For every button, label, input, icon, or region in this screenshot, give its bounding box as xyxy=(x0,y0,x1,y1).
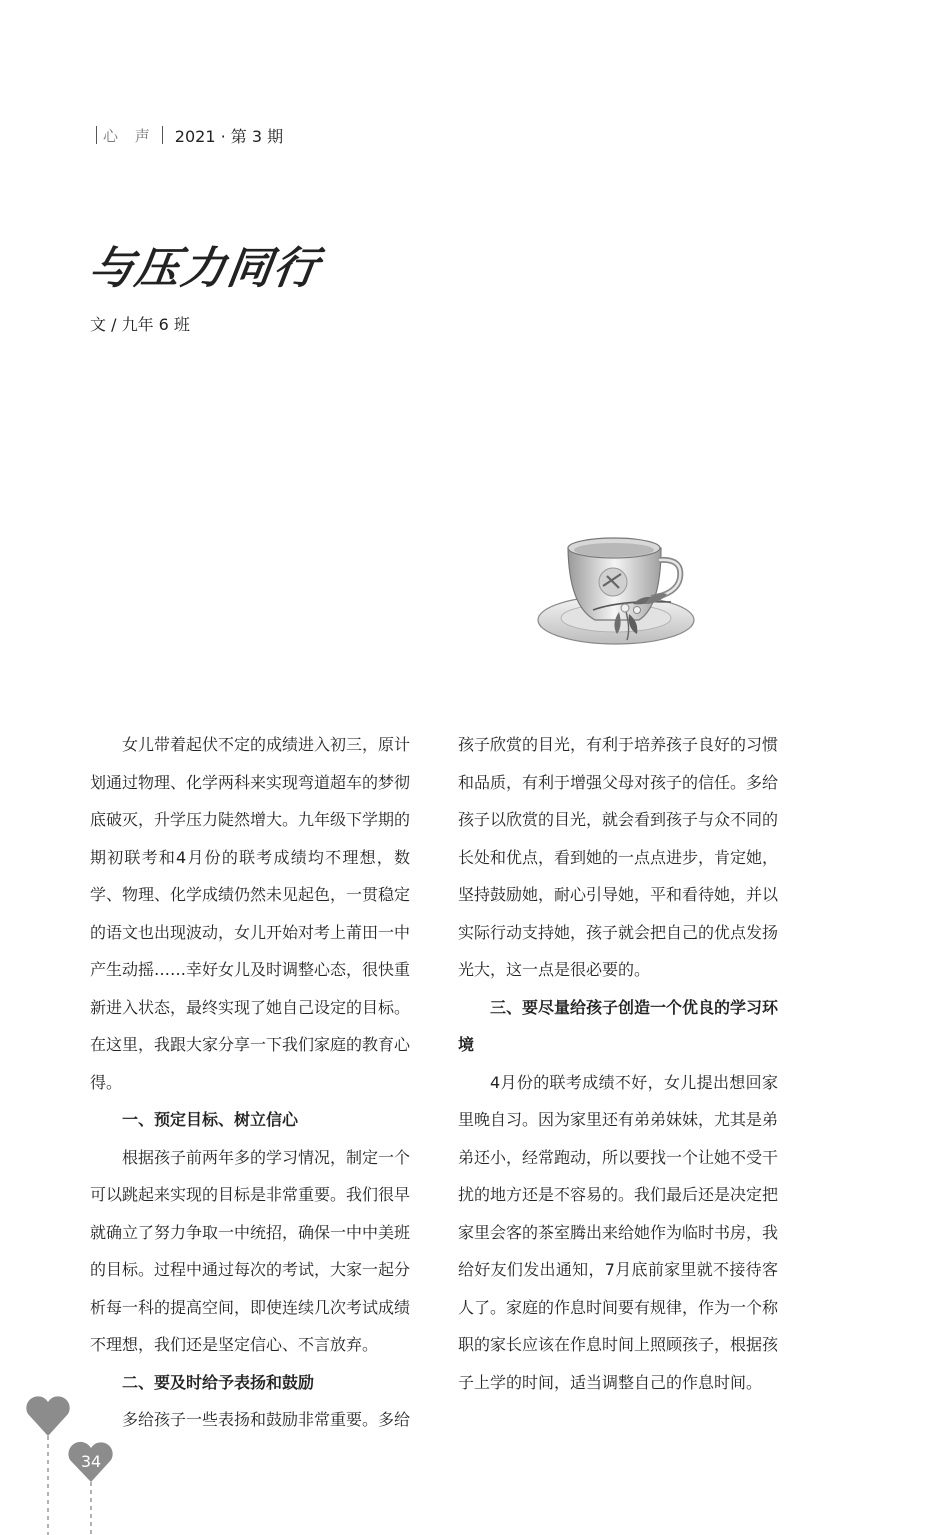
issue-label: 2021 · 第 3 期 xyxy=(174,126,284,146)
paragraph: 女儿带着起伏不定的成绩进入初三，原计划通过物理、化学两科来实现弯道超车的梦彻底破灭，升学压力陡然增大。九年级下学期的期初联考和4月份的联考成绩均不理想，数学、物理、化学成绩仍然未见起色，一贯稳定的语文也出现波动，女儿开始对考上莆田一中产生动摇……幸好女儿及时调整心态，很快重新进入状态，最终实现了她自己设定的目标。在这里，我跟大家分享一下我们家庭的教育心得。 xyxy=(90,735,411,1092)
paragraph: 多给孩子一些表扬和鼓励非常重要。多给 xyxy=(122,1410,411,1429)
paragraph-continuation: 孩子欣赏的目光，有利于培养孩子良好的习惯和品质，有利于增强父母对孩子的信任。多给孩子以欣赏的目光，就会看到孩子与众不同的长处和优点，看到她的一点点进步，肯定她，坚持鼓励她，耐心引导她，平和看待她，并以实际行动支持她，孩子就会把自己的优点发扬光大，这一点是很必要的。 xyxy=(458,735,779,979)
teacup-icon xyxy=(533,528,699,648)
section-heading: 二、要及时给予表扬和鼓励 xyxy=(122,1372,315,1392)
section-heading: 三、要尽量给孩子创造一个优良的学习环境 xyxy=(458,997,779,1054)
article-byline: 文 / 九年 6 班 xyxy=(90,315,190,334)
section-label: 心 声 xyxy=(103,126,156,145)
article-title: 与压力同行 xyxy=(85,243,323,294)
running-header xyxy=(90,124,283,146)
article-right-column xyxy=(458,726,778,1401)
paragraph: 根据孩子前两年多的学习情况，制定一个可以跳起来实现的目标是非常重要。我们很早就确立了努力争取一中统招，确保一中中美班的目标。过程中通过每次的考试，大家一起分析每一科的提高空间，即使连续几次考试成绩不理想，我们还是坚定信心、不言放弃。 xyxy=(90,1147,411,1354)
paragraph: 4月份的联考成绩不好，女儿提出想回家里晚自习。因为家里还有弟弟妹妹，尤其是弟弟还小，经常跑动，所以要找一个让她不受干扰的地方还是不容易的。我们最后还是决定把家里会客的茶室腾出来给她作为临时书房，我给好友们发出通知，7月底前家里就不接待客人了。家庭的作息时间要有规律，作为一个称职的家长应该在作息时间上照顾孩子，根据孩子上学的时间，适当调整自己的作息时间。 xyxy=(458,1072,779,1392)
heart-icon xyxy=(0,1390,140,1535)
section-heading: 一、预定目标、树立信心 xyxy=(122,1110,299,1129)
page-number: 34 xyxy=(80,1452,102,1471)
header-divider xyxy=(162,126,163,144)
header-divider xyxy=(96,126,97,144)
article-left-column xyxy=(90,726,410,1439)
